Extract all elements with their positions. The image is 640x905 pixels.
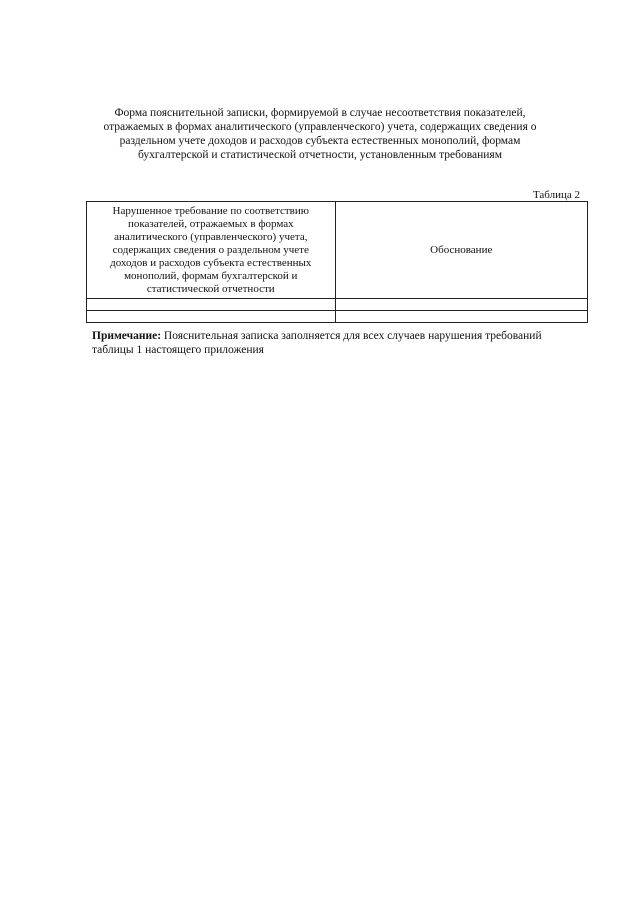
header-line: доходов и расходов субъекта естественных bbox=[110, 256, 312, 269]
header-line: содержащих сведения о раздельном учете bbox=[112, 243, 309, 256]
document-title bbox=[80, 106, 560, 162]
header-line: монополий, формам бухгалтерской и bbox=[124, 269, 298, 282]
table-cell bbox=[87, 311, 336, 323]
table-number-label: Таблица 2 bbox=[532, 189, 580, 201]
title-line: бухгалтерской и статистической отчетности, установленным требованиям bbox=[138, 149, 502, 161]
header-line: Нарушенное требование по соответствию bbox=[112, 204, 309, 217]
title-line: раздельном учете доходов и расходов субъекта естественных монополий, формам bbox=[119, 135, 521, 147]
note-label: Примечание: bbox=[92, 330, 162, 342]
note-paragraph bbox=[92, 329, 587, 357]
header-violated-requirement bbox=[87, 202, 336, 299]
table-header-row bbox=[87, 202, 588, 299]
header-line: статистической отчетности bbox=[146, 282, 275, 295]
explanatory-note-table bbox=[86, 201, 588, 323]
title-line: Форма пояснительной записки, формируемой в случае несоответствия показателей, bbox=[114, 107, 526, 119]
header-justification bbox=[335, 202, 587, 299]
note-text-line: Пояснительная записка заполняется для всех случаев нарушения требований bbox=[161, 330, 542, 342]
table-cell bbox=[335, 299, 587, 311]
table-cell bbox=[87, 299, 336, 311]
table-row bbox=[87, 311, 588, 323]
table-cell bbox=[335, 311, 587, 323]
table-row bbox=[87, 299, 588, 311]
title-line: отражаемых в формах аналитического (управленческого) учета, содержащих сведения о bbox=[103, 121, 537, 133]
header-line: показателей, отражаемых в формах bbox=[127, 217, 294, 230]
header-line: аналитического (управленческого) учета, bbox=[114, 230, 308, 243]
header-line: Обоснование bbox=[430, 243, 493, 256]
note-text-line: таблицы 1 настоящего приложения bbox=[92, 344, 264, 356]
